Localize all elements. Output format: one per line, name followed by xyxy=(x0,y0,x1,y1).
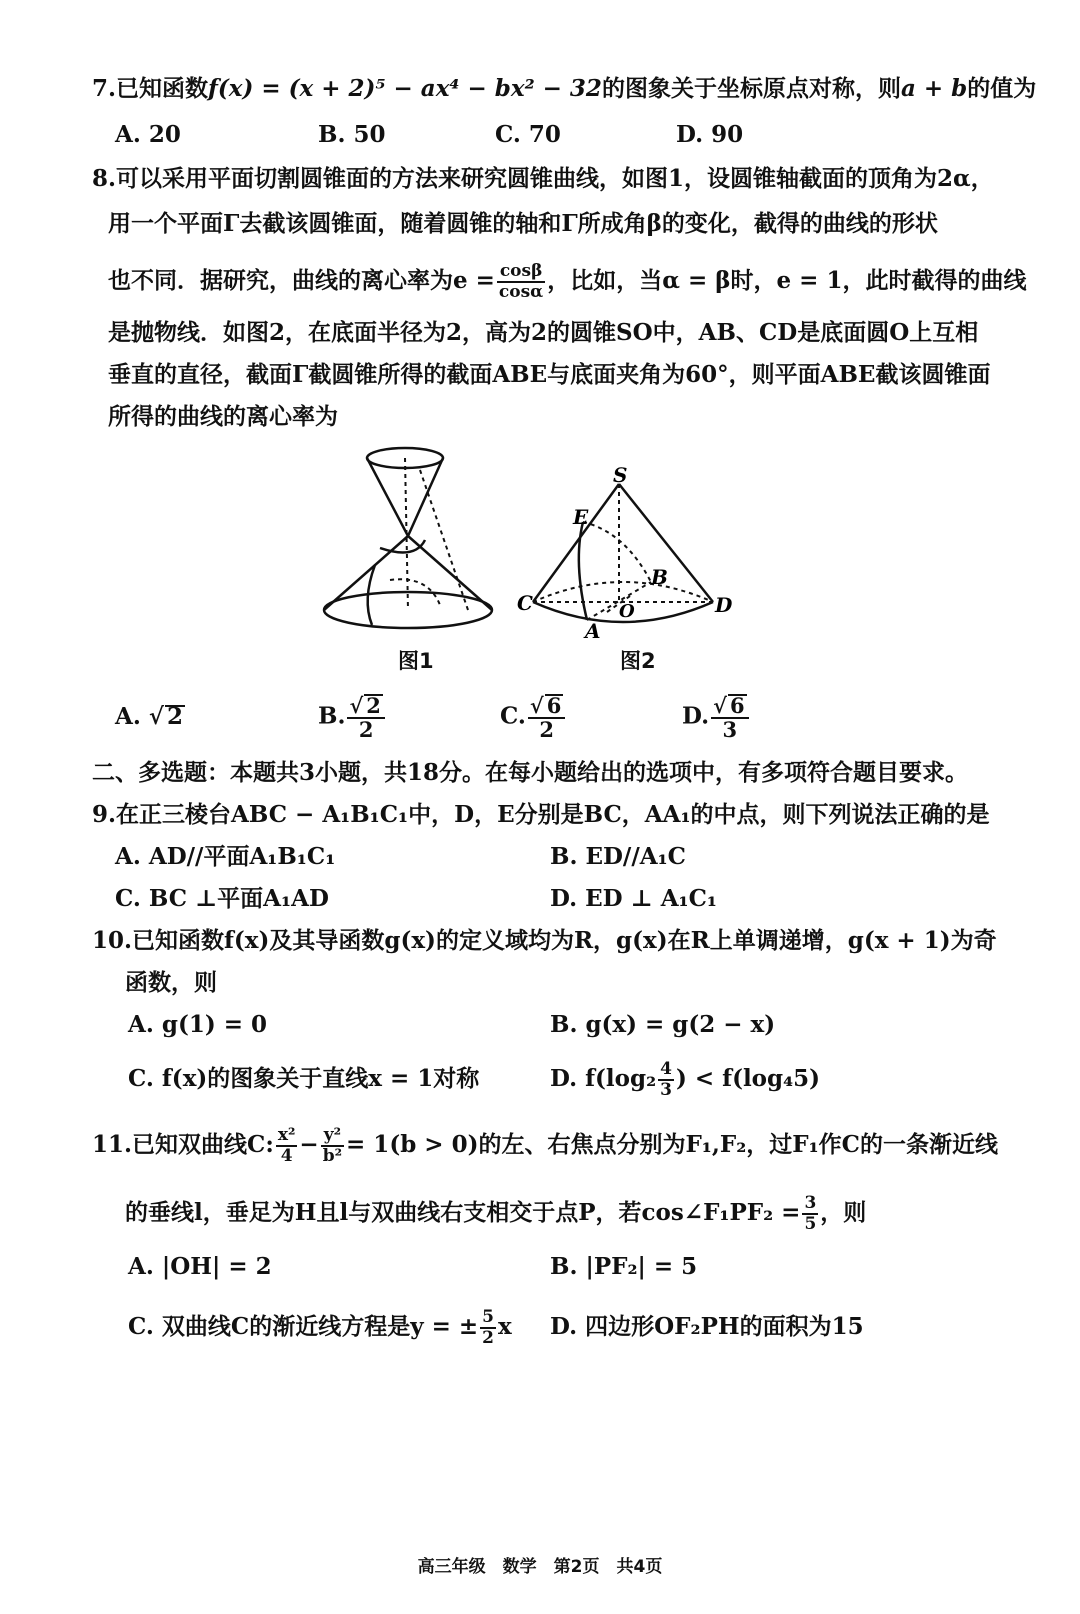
q8-option-a-label: A. xyxy=(115,703,141,730)
q11-option-d: D. 四边形OF₂PH的面积为15 xyxy=(550,1313,864,1340)
q11-frac-x xyxy=(276,1126,298,1166)
q11-cos-frac xyxy=(802,1194,818,1234)
fig2-label-o: O xyxy=(619,601,635,622)
q7-end: 的值为 xyxy=(967,75,1037,102)
fig2-label-c: C xyxy=(517,591,533,615)
q8-option-c-radicand: 6 xyxy=(546,693,562,718)
figure1-caption: 图1 xyxy=(398,649,434,673)
q11-option-c-num: 5 xyxy=(482,1307,494,1327)
q11-f2-num: y² xyxy=(321,1126,344,1147)
q11-pre: 11.已知双曲线C: xyxy=(92,1131,274,1158)
q7-ask: a + b xyxy=(900,75,968,102)
q7-option-c: C. 70 xyxy=(495,121,561,148)
page-footer: 高三年级 数学 第2页 共4页 xyxy=(417,1557,663,1577)
q11-line2 xyxy=(125,1194,866,1234)
q8-option-d-radicand: 6 xyxy=(729,693,745,718)
q8-frac-num: cosβ xyxy=(497,262,545,283)
q7-option-b: B. 50 xyxy=(318,121,386,148)
q8-line4: 是抛物线．如图2，在底面半径为2，高为2的圆锥SO中，AB、CD是底面圆O上互相 xyxy=(108,319,979,346)
q8-option-d xyxy=(682,694,751,741)
q10-option-c: C. f(x)的图象关于直线x = 1对称 xyxy=(128,1065,480,1092)
q8-line3-a: 也不同．据研究，曲线的离心率为e = xyxy=(108,267,495,294)
q7-stem xyxy=(92,74,1036,104)
figure1-cone-diagram xyxy=(320,440,500,650)
q8-option-d-label: D. xyxy=(682,702,710,730)
fig1-left-slant xyxy=(324,536,408,610)
q8-option-c-frac: $\frac{√ 6}{2}$ xyxy=(528,694,565,741)
q10-option-b: B. g(x) = g(2 − x) xyxy=(550,1011,776,1038)
q10-option-d xyxy=(550,1060,820,1100)
fig2-label-a: A xyxy=(585,619,601,642)
q8-option-b xyxy=(318,694,387,741)
q10-option-d-pre: D. f(log₂ xyxy=(550,1065,657,1092)
q9-option-d: D. ED ⊥ A₁C₁ xyxy=(550,885,718,912)
q8-option-c-den: 2 xyxy=(539,717,554,742)
q8-option-c xyxy=(500,694,567,741)
q7-option-d: D. 90 xyxy=(676,121,744,148)
q7-function: f(x) = (x + 2)⁵ − ax⁴ − bx² − 32 xyxy=(208,75,602,102)
q10-line1: 10.已知函数f(x)及其导函数g(x)的定义域均为R，g(x)在R上单调递增，g(x + 1)为奇 xyxy=(92,927,997,954)
fig2-label-s: S xyxy=(613,463,628,487)
q8-line6: 所得的曲线的离心率为 xyxy=(108,403,338,430)
q8-eccentricity-fraction xyxy=(497,262,545,302)
q10-option-d-num: 4 xyxy=(660,1059,672,1079)
q11-frac-y xyxy=(321,1126,344,1166)
q11-line2-a: 的垂线l，垂足为H且l与双曲线右支相交于点P，若cos∠F₁PF₂ = xyxy=(125,1199,801,1226)
q11-option-c-pre: C. 双曲线C的渐近线方程是y = ± xyxy=(128,1313,479,1340)
q11-cos-den: 5 xyxy=(804,1214,817,1234)
q8-line3 xyxy=(108,262,1026,302)
q11-option-c-den: 2 xyxy=(482,1328,494,1348)
q8-option-d-den: 3 xyxy=(722,717,738,742)
q8-option-d-frac: $\frac{√ 6}{3}$ xyxy=(711,694,748,741)
q8-line1: 8.可以采用平面切割圆锥面的方法来研究圆锥曲线，如图1，设圆锥轴截面的顶角为2α， xyxy=(92,165,994,192)
q11-f1-num: x² xyxy=(277,1125,296,1145)
fig2-label-d: D xyxy=(715,593,733,617)
q8-option-b-den: 2 xyxy=(358,717,374,742)
fig2-label-e: E xyxy=(573,505,589,529)
q9-stem: 9.在正三棱台ABC − A₁B₁C₁中，D，E分别是BC，AA₁的中点，则下列说法正确的是 xyxy=(92,801,990,828)
q11-option-c-frac xyxy=(480,1308,496,1348)
figure2-caption: 图2 xyxy=(620,649,656,673)
q8-option-b-radicand: 2 xyxy=(366,693,381,718)
q11-option-c xyxy=(128,1308,512,1348)
q11-f1-den: 4 xyxy=(280,1146,293,1166)
q11-option-c-post: x xyxy=(498,1313,512,1340)
q11-minus: − xyxy=(299,1131,319,1158)
q11-option-a: A. |OH| = 2 xyxy=(128,1253,272,1280)
q9-option-c: C. BC ⊥平面A₁AD xyxy=(115,885,329,912)
q10-option-d-frac xyxy=(658,1060,674,1100)
q11-post: = 1(b > 0)的左、右焦点分别为F₁,F₂，过F₁作C的一条渐近线 xyxy=(346,1131,998,1158)
q11-option-b: B. |PF₂| = 5 xyxy=(550,1253,698,1280)
q10-option-a: A. g(1) = 0 xyxy=(128,1011,267,1038)
q8-line5: 垂直的直径，截面Γ截圆锥所得的截面ABE与底面夹角为60°，则平面ABE截该圆锥面 xyxy=(108,361,991,388)
q11-line2-b: ，则 xyxy=(820,1199,867,1226)
q8-option-c-label: C. xyxy=(500,702,526,730)
q7-stem-text: 7.已知函数 xyxy=(92,75,209,102)
q10-line2: 函数，则 xyxy=(125,969,217,996)
q7-option-a: A. 20 xyxy=(115,121,181,148)
q11-cos-num: 3 xyxy=(804,1193,817,1213)
q10-option-d-den: 3 xyxy=(660,1080,672,1100)
q11-f2-den: b² xyxy=(322,1146,343,1166)
q9-option-b: B. ED//A₁C xyxy=(550,843,686,870)
q8-option-b-label: B. xyxy=(318,702,346,730)
q8-line3-b: ，比如，当α = β时，e = 1，此时截得的曲线 xyxy=(547,267,1027,294)
q8-option-a-radicand: 2 xyxy=(166,703,183,730)
q8-option-b-frac: $\frac{√ 2}{2}$ xyxy=(347,694,384,741)
q7-tail: 的图象关于坐标原点对称，则 xyxy=(601,75,901,102)
section2-heading: 二、多选题：本题共3小题，共18分。在每小题给出的选项中，有多项符合题目要求。 xyxy=(92,759,969,786)
q11-line1 xyxy=(92,1126,998,1166)
q8-line2: 用一个平面Γ去截该圆锥面，随着圆锥的轴和Γ所成角β的变化，截得的曲线的形状 xyxy=(108,210,938,237)
q9-option-a: A. AD//平面A₁B₁C₁ xyxy=(115,843,336,870)
q8-frac-den: cosα xyxy=(498,282,544,302)
q10-option-d-post: ) < f(log₄5) xyxy=(676,1065,821,1092)
fig2-label-b: B xyxy=(651,565,668,589)
figure2-cone-diagram xyxy=(515,462,745,642)
q8-option-a: A. √ 2 xyxy=(115,703,183,730)
